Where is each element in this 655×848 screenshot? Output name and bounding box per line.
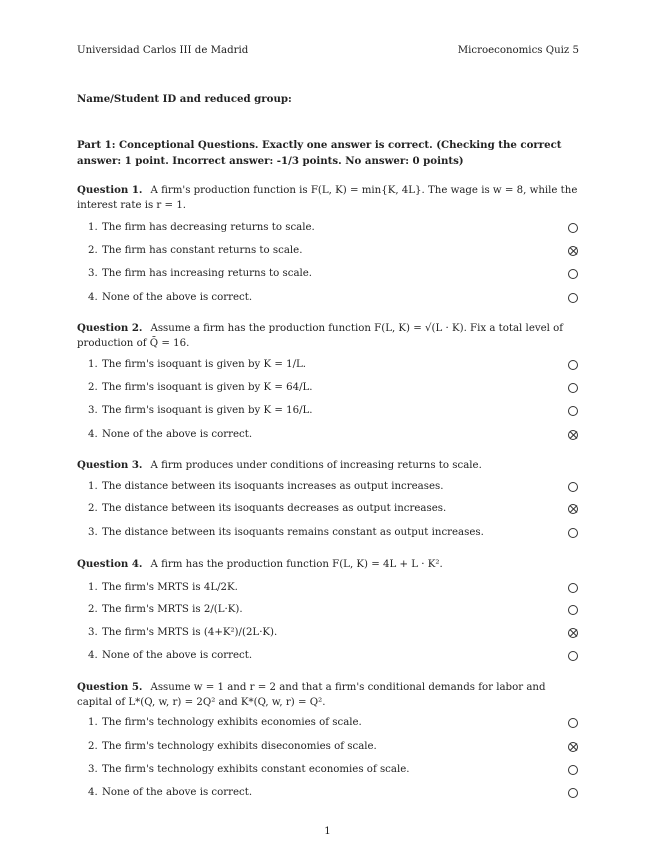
q1-option-4-radio[interactable] [568, 293, 578, 303]
q1-option-1: 1. The firm has decreasing returns to scale. [88, 222, 315, 233]
q2-option-2-radio[interactable] [568, 383, 578, 393]
question-2-title: Question 2. [77, 322, 143, 334]
question-2-text [77, 321, 579, 351]
q1-option-4: 4. None of the above is correct. [88, 292, 253, 303]
question-4-title: Question 4. [77, 558, 143, 570]
q5-option-3: 3. The firm's technology exhibits constant economies of scale. [88, 764, 410, 775]
part1-title: Part 1: Conceptional Questions. Exactly one answer is correct. (Checking the correct answer: 1 point. Incorrect answer: -1/3 points. No answer: 0 points) [77, 139, 562, 167]
q4-option-4-radio[interactable] [568, 651, 578, 661]
q1-option-1-radio[interactable] [568, 223, 578, 233]
name-student-id-label: Name/Student ID and reduced group: [77, 93, 292, 105]
q2-option-3-radio[interactable] [568, 406, 578, 416]
q1-option-3-radio[interactable] [568, 269, 578, 279]
q5-option-4-radio[interactable] [568, 788, 578, 798]
page-number: 1 [324, 826, 331, 837]
q4-option-1-radio[interactable] [568, 583, 578, 593]
question-3-text [77, 458, 579, 473]
question-3-title: Question 3. [77, 459, 143, 471]
question-5-body: Assume w = 1 and r = 2 and that a firm's conditional demands for labor and capital of L*(Q, w, r) = 2Q² and K*(Q, w, r) = Q². [77, 682, 546, 708]
q2-option-3: 3. The firm's isoquant is given by K = 16/L. [88, 405, 313, 416]
question-1-title: Question 1. [77, 184, 143, 196]
q3-option-1-radio[interactable] [568, 482, 578, 492]
q5-option-2: 2. The firm's technology exhibits diseconomies of scale. [88, 741, 377, 752]
q4-option-1: 1. The firm's MRTS is 4L/2K. [88, 582, 238, 593]
q4-option-2: 2. The firm's MRTS is 2/(L·K). [88, 604, 243, 615]
header-course: Microeconomics Quiz 5 [457, 45, 579, 56]
header-university: Universidad Carlos III de Madrid [77, 45, 249, 56]
q3-option-2: 2. The distance between its isoquants decreases as output increases. [88, 503, 447, 514]
q2-option-1-radio[interactable] [568, 360, 578, 370]
q1-option-2: 2. The firm has constant returns to scale. [88, 245, 303, 256]
question-4-body: A firm has the production function F(L, K) = 4L + L · K². [150, 559, 443, 570]
q2-option-4-radio[interactable] [568, 430, 578, 440]
question-2-body: Assume a firm has the production function F(L, K) = √(L · K). Fix a total level of production of Q̄ = 16. [77, 323, 564, 349]
q3-option-3: 3. The distance between its isoquants remains constant as output increases. [88, 527, 484, 538]
q4-option-3-radio[interactable] [568, 628, 578, 638]
q5-option-3-radio[interactable] [568, 765, 578, 775]
question-4-text [77, 557, 579, 572]
q4-option-4: 4. None of the above is correct. [88, 650, 253, 661]
q3-option-1: 1. The distance between its isoquants increases as output increases. [88, 481, 444, 492]
q4-option-2-radio[interactable] [568, 605, 578, 615]
question-1-text [77, 183, 579, 213]
q4-option-3: 3. The firm's MRTS is (4+K²)/(2L·K). [88, 627, 278, 638]
q2-option-1: 1. The firm's isoquant is given by K = 1/L. [88, 359, 307, 370]
q5-option-2-radio[interactable] [568, 742, 578, 752]
q3-option-3-radio[interactable] [568, 528, 578, 538]
q1-option-2-radio[interactable] [568, 246, 578, 256]
q5-option-1-radio[interactable] [568, 718, 578, 728]
question-1-body: A firm's production function is F(L, K) = min{K, 4L}. The wage is w = 8, while the interest rate is r = 1. [77, 185, 578, 211]
q3-option-2-radio[interactable] [568, 504, 578, 514]
question-5-text [77, 680, 579, 710]
q5-option-4: 4. None of the above is correct. [88, 787, 253, 798]
question-5-title: Question 5. [77, 681, 143, 693]
q5-option-1: 1. The firm's technology exhibits economies of scale. [88, 717, 362, 728]
question-3-body: A firm produces under conditions of increasing returns to scale. [150, 460, 482, 471]
q1-option-3: 3. The firm has increasing returns to scale. [88, 268, 313, 279]
q2-option-4: 4. None of the above is correct. [88, 429, 253, 440]
q2-option-2: 2. The firm's isoquant is given by K = 64/L. [88, 382, 313, 393]
